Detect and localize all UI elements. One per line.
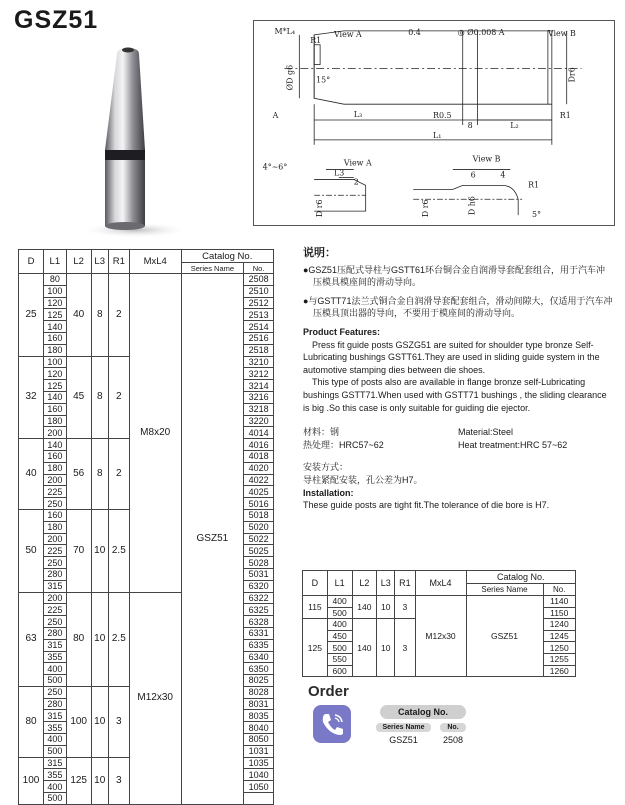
- table-cell: 8: [91, 356, 108, 439]
- table-cell: 4022: [244, 474, 274, 486]
- col-mxl4: MxL4: [129, 250, 181, 274]
- label-l2: L₂: [510, 120, 519, 130]
- table-cell: 280: [44, 698, 67, 710]
- table-cell: 10: [377, 596, 395, 619]
- table-cell: 3210: [244, 356, 274, 368]
- table-cell: 180: [44, 415, 67, 427]
- col-l1: L1: [44, 250, 67, 274]
- label-r05: R0.5: [433, 111, 452, 121]
- label-r1-b: R1: [559, 111, 571, 121]
- table-cell: GSZ51: [466, 596, 543, 677]
- col-no: No.: [543, 584, 576, 596]
- col-series: Series Name: [181, 263, 244, 274]
- table-cell: 225: [44, 486, 67, 498]
- table-cell: 8031: [244, 698, 274, 710]
- table-cell: 500: [327, 607, 352, 619]
- table-cell: M12x30: [129, 592, 181, 804]
- table-cell: 200: [44, 427, 67, 439]
- table-cell: 8028: [244, 686, 274, 698]
- table-cell: 3: [395, 596, 415, 619]
- table-cell: 10: [91, 509, 108, 592]
- table-cell: 140: [44, 321, 67, 333]
- heat-cn: 热处理：HRC57~62: [303, 439, 384, 450]
- col-l2: L2: [66, 250, 91, 274]
- table-cell: 250: [44, 686, 67, 698]
- order-catalog-label: Catalog No.: [380, 705, 466, 719]
- table-cell: 10: [91, 757, 108, 804]
- product-photo: [55, 40, 205, 240]
- table-cell: 3: [108, 686, 129, 757]
- table-cell: 140: [352, 596, 377, 619]
- description: [303, 247, 613, 512]
- table-cell: 4014: [244, 427, 274, 439]
- table-cell: 2: [108, 274, 129, 357]
- table-cell: 400: [44, 781, 67, 793]
- table-cell: 225: [44, 545, 67, 557]
- table-cell: 8: [91, 274, 108, 357]
- table-cell: 2510: [244, 285, 274, 297]
- table-cell: 160: [44, 509, 67, 521]
- table-cell: 6325: [244, 604, 274, 616]
- label-2: 2: [353, 177, 359, 187]
- table-cell: 5028: [244, 557, 274, 569]
- table-cell: 140: [352, 619, 377, 677]
- table-cell: 5020: [244, 521, 274, 533]
- col-l2: L2: [352, 571, 377, 596]
- table-cell: 1250: [543, 642, 576, 654]
- table-cell: 160: [44, 403, 67, 415]
- table-cell: 3214: [244, 380, 274, 392]
- large-size-table-body: [303, 596, 576, 677]
- table-cell: 1140: [543, 596, 576, 608]
- table-cell: 2512: [244, 297, 274, 309]
- table-cell: 40: [66, 274, 91, 357]
- table-cell: 125: [303, 619, 328, 677]
- table-cell: 3220: [244, 415, 274, 427]
- table-cell: 140: [44, 439, 67, 451]
- table-cell: 125: [44, 380, 67, 392]
- label-r1-a: R1: [310, 35, 322, 45]
- table-cell: 280: [44, 627, 67, 639]
- table-cell: 6320: [244, 580, 274, 592]
- desc-heading: 说明：: [303, 247, 336, 259]
- order-title: Order: [308, 683, 349, 700]
- table-cell: 4020: [244, 462, 274, 474]
- table-cell: 450: [327, 630, 352, 642]
- table-cell: 6350: [244, 663, 274, 675]
- table-cell: 40: [19, 439, 44, 510]
- label-6: 6: [470, 170, 476, 180]
- table-cell: 115: [303, 596, 328, 619]
- table-cell: 1035: [244, 757, 274, 769]
- table-cell: 50: [19, 509, 44, 592]
- order-no-value: 2508: [442, 735, 464, 745]
- table-cell: 2.5: [108, 592, 129, 686]
- table-cell: 8: [91, 439, 108, 510]
- table-cell: 8025: [244, 675, 274, 687]
- table-cell: 140: [44, 391, 67, 403]
- table-cell: 80: [44, 274, 67, 286]
- col-l3: L3: [377, 571, 395, 596]
- table-cell: 250: [44, 498, 67, 510]
- col-no: No.: [244, 263, 274, 274]
- table-cell: 32: [19, 356, 44, 439]
- table-cell: 5016: [244, 498, 274, 510]
- large-size-table: [302, 570, 576, 677]
- table-cell: 8035: [244, 710, 274, 722]
- table-cell: 3: [395, 619, 415, 677]
- table-cell: 6340: [244, 651, 274, 663]
- desc-bullet-1: ●GSZ51压配式导柱与GSTT61环台铜合金自润滑导套配套组合，用于汽车冲压模具模座间的滑动导向。: [303, 264, 605, 288]
- label-l3: L₃: [353, 110, 363, 120]
- install-cn-heading: 安装方式：: [303, 462, 349, 473]
- table-cell: 6335: [244, 639, 274, 651]
- table-cell: 250: [44, 557, 67, 569]
- label-dr6: Dr6: [567, 67, 577, 83]
- order-no-header: No.: [440, 723, 466, 732]
- table-cell: 200: [44, 474, 67, 486]
- label-view-b: View B: [547, 28, 576, 38]
- table-cell: 500: [44, 793, 67, 805]
- table-cell: 1150: [543, 607, 576, 619]
- col-r1: R1: [395, 571, 415, 596]
- table-cell: 8050: [244, 734, 274, 746]
- col-l3: L3: [91, 250, 108, 274]
- table-cell: 315: [44, 580, 67, 592]
- table-cell: 1240: [543, 619, 576, 631]
- table-cell: 355: [44, 651, 67, 663]
- table-cell: 225: [44, 604, 67, 616]
- table-cell: 100: [44, 356, 67, 368]
- order-series-value: GSZ51: [389, 735, 418, 745]
- table-cell: 2514: [244, 321, 274, 333]
- table-cell: 5022: [244, 533, 274, 545]
- table-cell: 120: [44, 297, 67, 309]
- table-cell: 10: [91, 686, 108, 757]
- table-cell: 200: [44, 592, 67, 604]
- table-cell: 180: [44, 344, 67, 356]
- label-4: 4: [500, 170, 506, 180]
- table-cell: 2: [108, 439, 129, 510]
- material-cn: 材料：钢: [303, 427, 340, 438]
- table-cell: 2513: [244, 309, 274, 321]
- label-r1-c: R1: [528, 180, 540, 190]
- install-en: These guide posts are tight fit.The tolerance of die bore is H7.: [303, 500, 550, 511]
- table-cell: GSZ51: [181, 274, 244, 805]
- table-cell: 1245: [543, 630, 576, 642]
- table-cell: 70: [66, 509, 91, 592]
- table-cell: 56: [66, 439, 91, 510]
- table-cell: 5031: [244, 568, 274, 580]
- table-cell: 2: [108, 356, 129, 439]
- table-cell: 5025: [244, 545, 274, 557]
- label-ml: M*L₄: [274, 26, 296, 36]
- table-cell: 280: [44, 568, 67, 580]
- table-cell: 45: [66, 356, 91, 439]
- label-view-a2: View A: [343, 158, 372, 168]
- label-view-b2: View B: [472, 154, 501, 164]
- table-cell: 10: [377, 619, 395, 677]
- table-cell: 10: [91, 592, 108, 686]
- table-cell: 4016: [244, 439, 274, 451]
- table-cell: 1255: [543, 653, 576, 665]
- table-row: [19, 274, 274, 286]
- table-cell: 180: [44, 462, 67, 474]
- col-d: D: [19, 250, 44, 274]
- table-cell: 6331: [244, 627, 274, 639]
- label-d-r6b: D r6: [421, 199, 431, 218]
- label-angle-46: 4°~6°: [262, 162, 288, 172]
- features-heading: Product Features:: [303, 326, 381, 337]
- table-cell: 80: [19, 686, 44, 757]
- table-cell: [244, 793, 274, 805]
- table-cell: 160: [44, 332, 67, 344]
- col-r1: R1: [108, 250, 129, 274]
- table-cell: 355: [44, 722, 67, 734]
- table-cell: 355: [44, 769, 67, 781]
- table-cell: 100: [44, 285, 67, 297]
- table-cell: 3: [108, 757, 129, 804]
- table-cell: 250: [44, 616, 67, 628]
- page-title: GSZ51: [14, 6, 99, 34]
- table-cell: 8040: [244, 722, 274, 734]
- col-mxl4: MxL4: [415, 571, 466, 596]
- table-cell: 500: [44, 745, 67, 757]
- table-cell: 3216: [244, 391, 274, 403]
- heat-en: Heat treatment:HRC 57~62: [458, 439, 568, 450]
- install-heading: Installation:: [303, 487, 354, 498]
- table-cell: 125: [66, 757, 91, 804]
- table-cell: 600: [327, 665, 352, 677]
- col-d: D: [303, 571, 328, 596]
- table-cell: 400: [44, 734, 67, 746]
- table-cell: 400: [327, 619, 352, 631]
- table-cell: 550: [327, 653, 352, 665]
- table-cell: 125: [44, 309, 67, 321]
- table-cell: 315: [44, 639, 67, 651]
- table-cell: 315: [44, 757, 67, 769]
- label-dg6: ØD g6: [285, 64, 295, 91]
- material-en: Material:Steel: [458, 427, 514, 438]
- label-15deg: 15°: [316, 75, 331, 85]
- col-catalog: Catalog No.: [466, 571, 576, 584]
- label-tol-04: 0.4: [408, 27, 421, 37]
- technical-drawing: [253, 20, 615, 226]
- label-view-a: View A: [333, 29, 362, 39]
- label-5deg: 5°: [532, 210, 542, 220]
- table-cell: 100: [19, 757, 44, 804]
- table-cell: 2.5: [108, 509, 129, 592]
- install-cn: 导柱紧配安装，孔公差为H7。: [303, 474, 423, 485]
- table-cell: 500: [44, 675, 67, 687]
- order-series-header: Series Name: [376, 723, 431, 732]
- table-cell: 400: [44, 663, 67, 675]
- table-cell: M8x20: [129, 274, 181, 593]
- table-cell: 1050: [244, 781, 274, 793]
- table-cell: 2508: [244, 274, 274, 286]
- spec-table-body: [19, 274, 274, 805]
- table-cell: 6328: [244, 616, 274, 628]
- col-series: Series Name: [466, 584, 543, 596]
- table-cell: 120: [44, 368, 67, 380]
- table-cell: 63: [19, 592, 44, 686]
- label-d-r6: D r6: [315, 199, 325, 218]
- table-cell: 2518: [244, 344, 274, 356]
- label-d-h6: D h6: [467, 196, 477, 216]
- table-cell: 1260: [543, 665, 576, 677]
- table-cell: 500: [327, 642, 352, 654]
- table-cell: 200: [44, 533, 67, 545]
- table-cell: 25: [19, 274, 44, 357]
- table-cell: 160: [44, 450, 67, 462]
- table-cell: 80: [66, 592, 91, 686]
- table-cell: M12x30: [415, 596, 466, 677]
- phone-icon: [313, 705, 351, 743]
- label-circularity: ◎ Ø0.008 A: [457, 27, 505, 37]
- table-cell: 6322: [244, 592, 274, 604]
- col-catalog: Catalog No.: [181, 250, 273, 263]
- table-cell: 4018: [244, 450, 274, 462]
- table-cell: 1040: [244, 769, 274, 781]
- features-p1: Press fit guide posts GSZG51 are suited for shoulder type bronze Self-Lubricating bushings GSTT61.They are used in sliding guide system in the automotive stamping dies between die shoes.: [303, 339, 600, 375]
- label-datum-a: A: [272, 111, 279, 121]
- table-row: [303, 596, 576, 608]
- label-l1: L₁: [433, 130, 442, 140]
- table-cell: 5018: [244, 509, 274, 521]
- label-8: 8: [467, 120, 473, 130]
- features-p2: This type of posts also are available in flange bronze self-Lubricating bushings GSTT71.When used with GSTT71 bushings , the sliding clearance is big .So this case is only suitable for guiding die ejector.: [303, 377, 607, 413]
- table-cell: 3218: [244, 403, 274, 415]
- col-l1: L1: [327, 571, 352, 596]
- table-cell: 4025: [244, 486, 274, 498]
- table-cell: 180: [44, 521, 67, 533]
- desc-bullet-2: ●与GSTT71法兰式铜合金自润滑导套配套组合，滑动间隙大，仅适用于汽车冲压模具顶出器的导向，不要用于模座间的滑动导向。: [303, 295, 613, 319]
- table-cell: 315: [44, 710, 67, 722]
- table-cell: 400: [327, 596, 352, 608]
- table-cell: 100: [66, 686, 91, 757]
- label-l3b: L3: [333, 168, 345, 178]
- table-cell: 2516: [244, 332, 274, 344]
- spec-table: [18, 249, 274, 805]
- table-cell: 3212: [244, 368, 274, 380]
- table-cell: 1031: [244, 745, 274, 757]
